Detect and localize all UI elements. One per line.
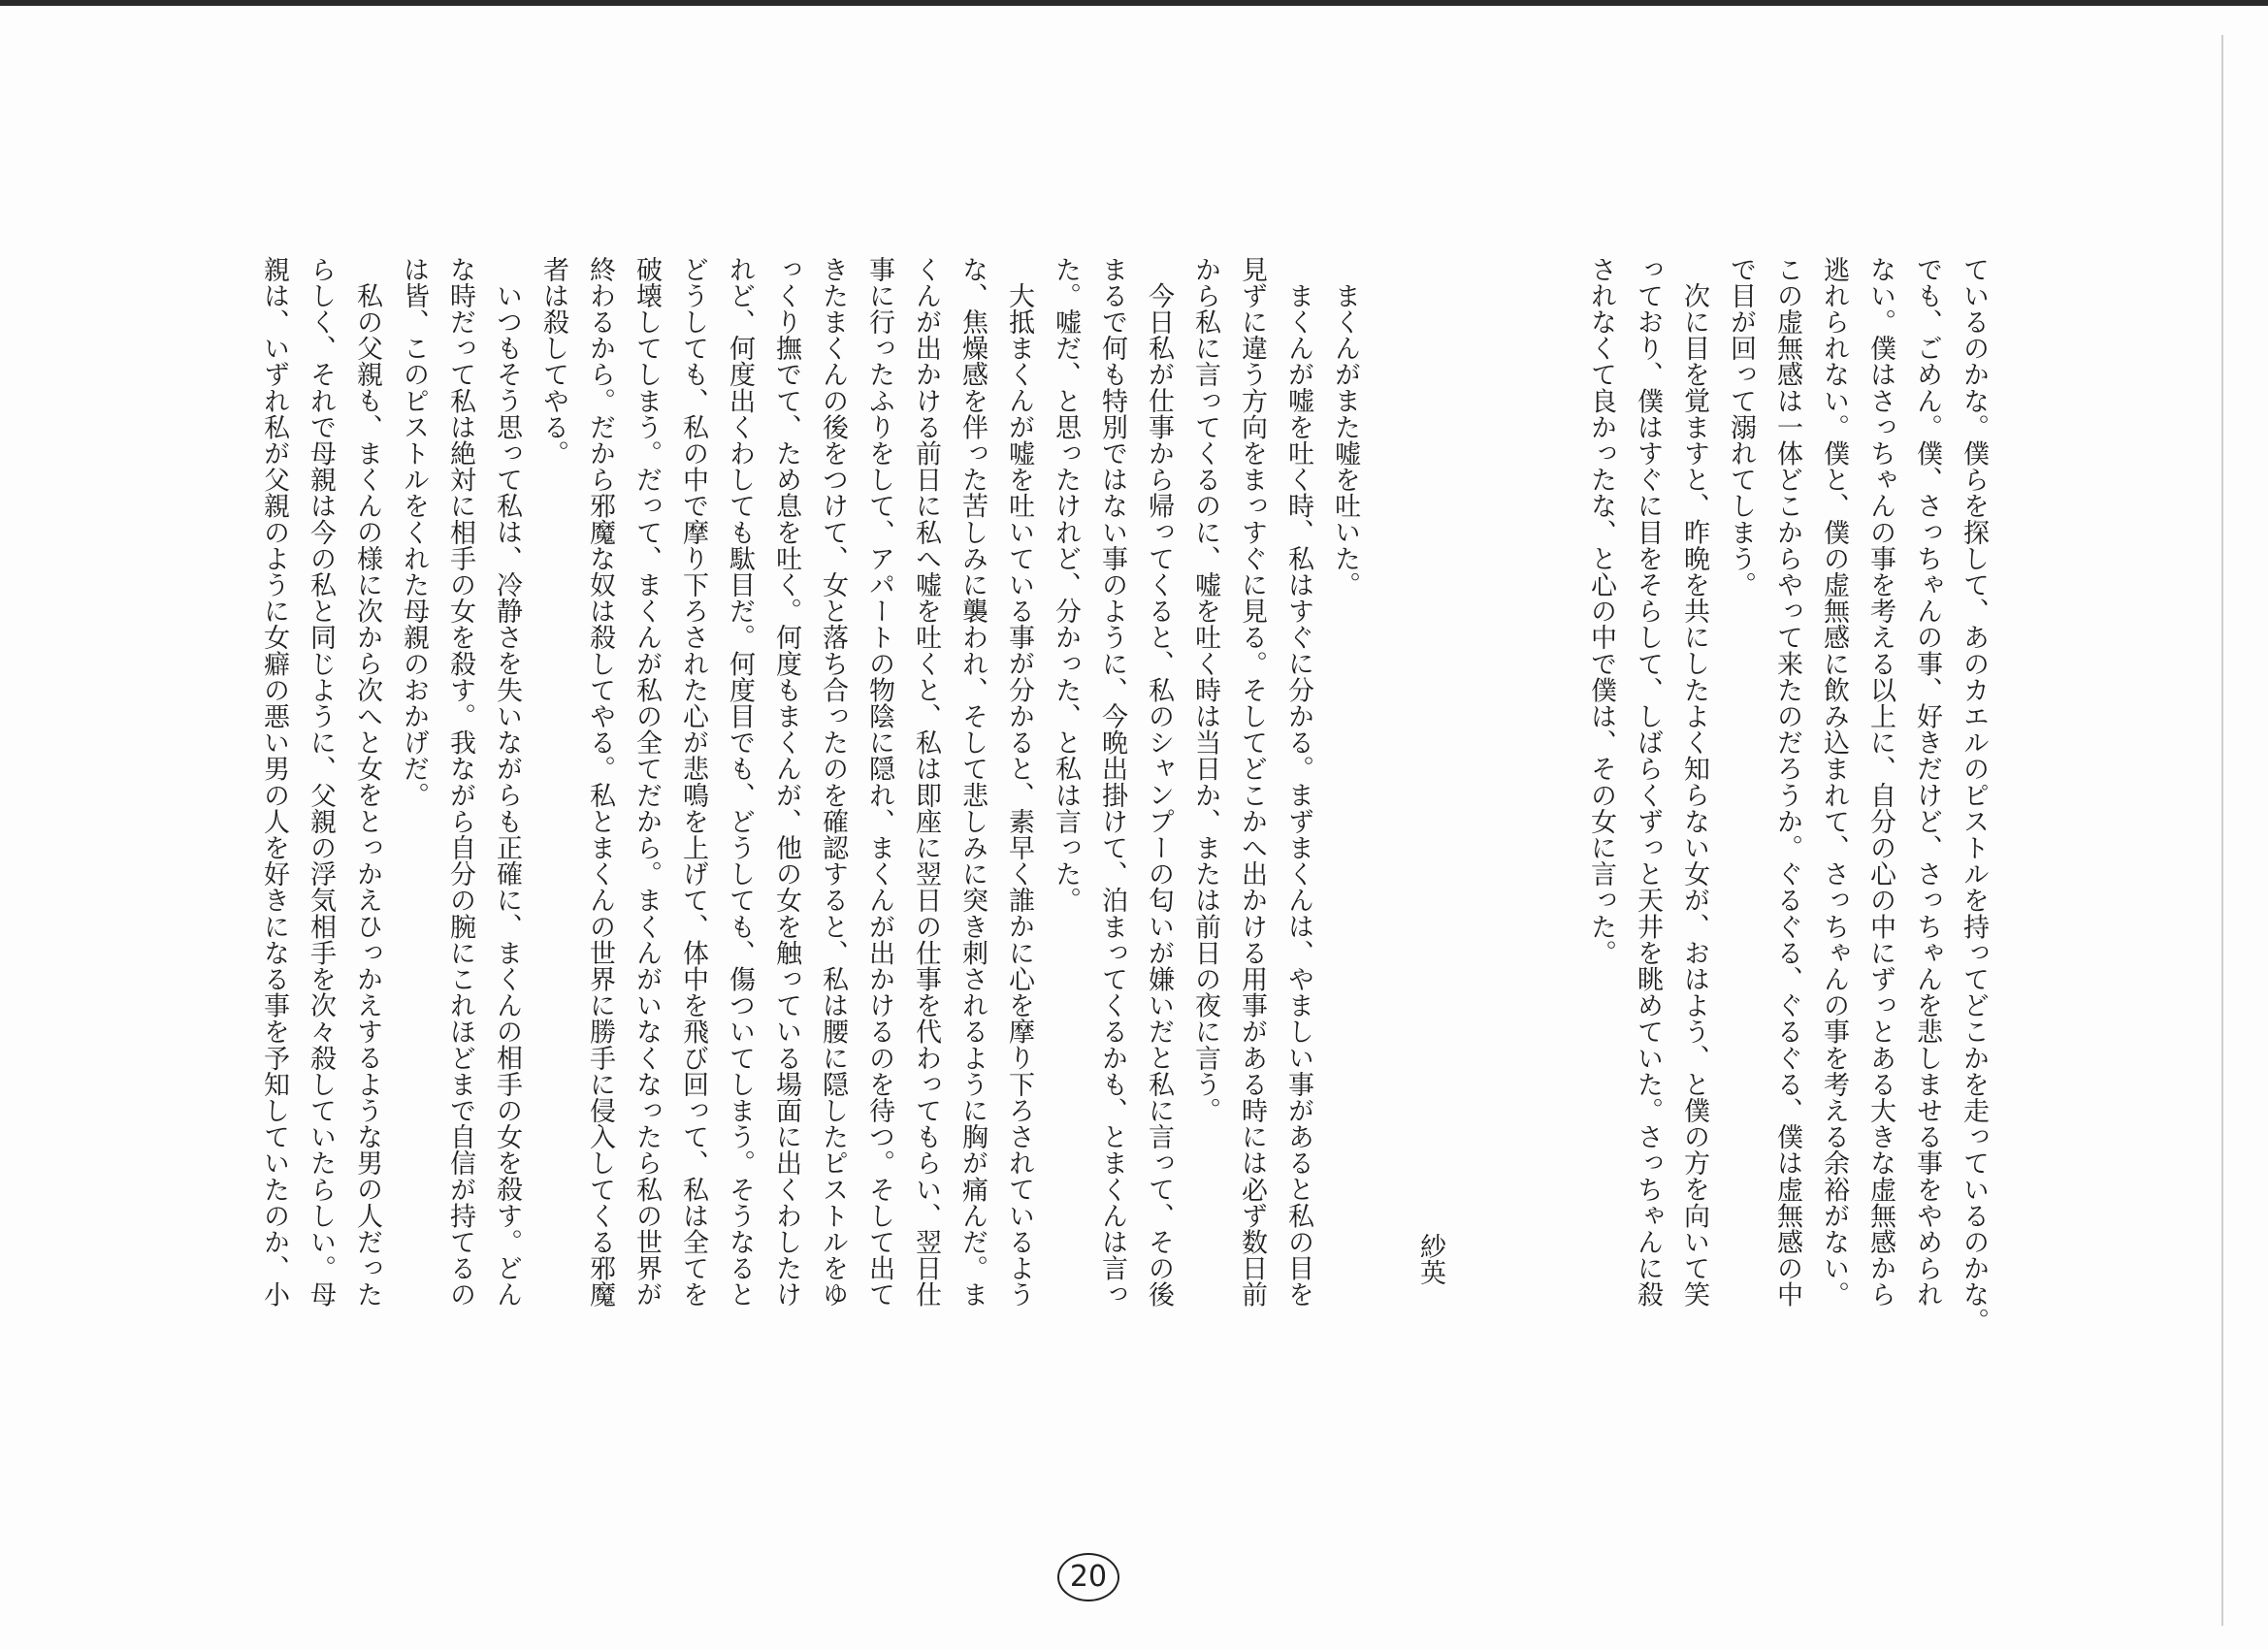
story-b-paragraph-5: 私の父親も、まくんの様に次から次へと女をとっかえひっかえするような男の人だった らしく、それで母親は今の私と同じように、父親の浮気相手を次々殺していたらしい。母 親は、いずれ私が父親のように女癖の悪い男の人を好きになる事を予知していたのか、小: [259, 256, 382, 1308]
story-b-paragraph-2: 今日私が仕事から帰ってくると、私のシャンプーの匂いが嫌いだと私に言って、その後 まるで何も特別ではない事のように、今晩出掛けて、泊まってくるかも、とまくんは言っ た。嘘だ、と思ったけれど、分かった、と私は言った。: [1051, 256, 1174, 1308]
story-a-text: [1577, 256, 1996, 1381]
story-b-first-line: まくんがまた嘘を吐いた。: [1330, 282, 1360, 598]
author-name: 紗英: [1415, 1233, 1445, 1285]
story-b-paragraph-4: いつもそう思って私は、冷静さを失いながらも正確に、まくんの相手の女を殺す。どん な時だって私は絶対に相手の女を殺す。我ながら自分の腕にこれほどまで自信が持てるの は皆、このピストルをくれた母親のおかげだ。: [399, 256, 522, 1308]
story-b-paragraph-1: まくんが嘘を吐く時、私はすぐに分かる。まずまくんは、やましい事があると私の目を 見ずに違う方向をまっすぐに見る。そしてどこかへ出かける用事がある時には必ず数日前 から私に言ってくるのに、嘘を吐く時は当日か、または前日の夜に言う。: [1190, 256, 1313, 1308]
story-a-paragraph-2: 次に目を覚ますと、昨晩を共にしたよく知らない女が、おはよう、と僕の方を向いて笑 っており、僕はすぐに目をそらして、しばらくずっと天井を眺めていた。さっちゃんに殺 されなくて良かったな、と心の中で僕は、その女に言った。: [1586, 256, 1709, 1308]
story-a-paragraph-1: ているのかな。僕らを探して、あのカエルのピストルを持ってどこかを走っているのかな。 でも、ごめん。僕、さっちゃんの事、好きだけど、さっちゃんを悲しませる事をやめられ ない。僕はさっちゃんの事を考える以上に、自分の心の中にずっとある大きな虚無感から 逃れられない。僕と、僕の虚無感に飲み込まれて、さっちゃんの事を考える余裕がない。 この虚無感は一体どこからやって来たのだろうか。ぐるぐる、ぐるぐる、僕は虚無感の中 で目が回って溺れてしまう。: [1726, 256, 1989, 1335]
page-number: 20: [1057, 1553, 1119, 1601]
story-b-text: [250, 256, 1368, 1420]
scan-edge-line: [2221, 35, 2223, 1626]
story-b-paragraph-3: 大抵まくんが嘘を吐いている事が分かると、素早く誰かに心を摩り下ろされているよう な、焦燥感を伴った苦しみに襲われ、そして悲しみに突き刺されるように胸が痛んだ。ま くんが出かける前日に私へ嘘を吐くと、私は即座に翌日の仕事を代わってもらい、翌日仕 事に行ったふりをして、アパートの物陰に隠れ、まくんが出かけるのを待つ。そして出て きたまくんの後をつけて、女と落ち合ったのを確認すると、私は腰に隠したピストルをゆ っくり撫でて、ため息を吐く。何度もまくんが、他の女を触っている場面に出くわしたけ れど、何度出くわしても駄目だ。何度目でも、どうしても、傷ついてしまう。そうなると どうしても、私の中で摩り下ろされた心が悲鳴を上げて、体中を飛び回って、私は全てを 破壊してしまう。だって、まくんが私の全てだから。まくんがいなくなったら私の世界が 終わるから。だから邪魔な奴は殺してやる。私とまくんの世界に勝手に侵入してくる邪魔 者は殺してやる。: [538, 256, 1034, 1308]
